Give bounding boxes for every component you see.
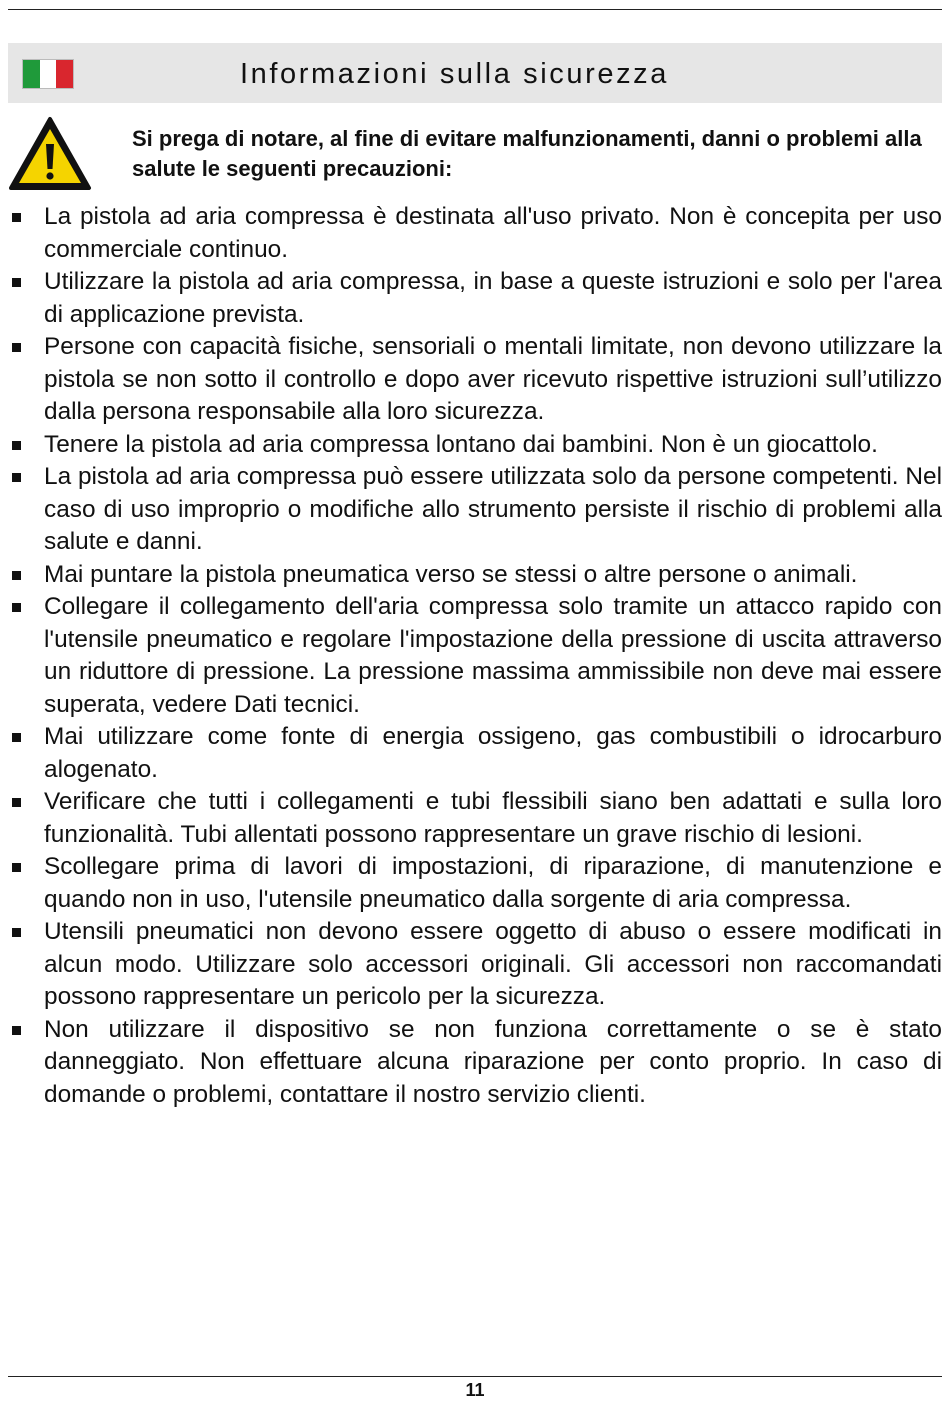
- square-bullet-icon: [12, 278, 21, 287]
- precaution-text: Mai puntare la pistola pneumatica verso se stessi o altre persone o animali.: [44, 560, 858, 588]
- precaution-item: [0, 591, 942, 721]
- precaution-item: [0, 201, 942, 266]
- precaution-item: [0, 461, 942, 559]
- precaution-text: Tenere la pistola ad aria compressa lontano dai bambini. Non è un giocattolo.: [44, 430, 878, 458]
- square-bullet-icon: [12, 571, 21, 580]
- square-bullet-icon: [12, 441, 21, 450]
- precaution-text: La pistola ad aria compressa è destinata all'uso privato. Non è concepita per uso commerciale continuo.: [44, 203, 942, 263]
- italian-flag-icon: [22, 59, 74, 89]
- precaution-item: [0, 916, 942, 1014]
- square-bullet-icon: [12, 863, 21, 872]
- precaution-item: [0, 1014, 942, 1112]
- precaution-item: [0, 559, 942, 592]
- square-bullet-icon: [12, 473, 21, 482]
- bottom-rule: [8, 1376, 942, 1377]
- square-bullet-icon: [12, 798, 21, 807]
- precaution-text: Scollegare prima di lavori di impostazioni, di riparazione, di manutenzione e quando non in uso, l'utensile pneumatico dalla sorgente di aria compressa.: [44, 853, 942, 913]
- precaution-text: Verificare che tutti i collegamenti e tubi flessibili siano ben adattati e sulla loro funzionalità. Tubi allentati possono rappresentare un grave rischio di lesioni.: [44, 788, 942, 848]
- precaution-text: Utilizzare la pistola ad aria compressa, in base a queste istruzioni e solo per l'area di applicazione prevista.: [44, 268, 942, 328]
- page-number: 11: [465, 1380, 485, 1400]
- square-bullet-icon: [12, 1026, 21, 1035]
- precaution-text: Non utilizzare il dispositivo se non funziona correttamente o se è stato danneggiato. Non effettuare alcuna riparazione per conto proprio. In caso di domande o problemi, contattare il nostro servizio clienti.: [44, 1015, 942, 1108]
- square-bullet-icon: [12, 343, 21, 352]
- top-rule: [8, 9, 942, 10]
- warning-statement: Si prega di notare, al fine di evitare malfunzionamenti, danni o problemi alla salute le seguenti precauzioni:: [132, 126, 922, 181]
- square-bullet-icon: [12, 213, 21, 222]
- precaution-item: [0, 429, 942, 462]
- warning-triangle-icon: [8, 116, 92, 192]
- section-title: Informazioni sulla sicurezza: [240, 58, 669, 90]
- precaution-text: Mai utilizzare come fonte di energia ossigeno, gas combustibili o idrocarburo alogenato.: [44, 723, 942, 783]
- precaution-item: [0, 786, 942, 851]
- precaution-item: [0, 331, 942, 429]
- precaution-text: La pistola ad aria compressa può essere utilizzata solo da persone competenti. Nel caso di uso improprio o modifiche allo strumento persiste il rischio di problemi alla salute e danni.: [44, 463, 942, 555]
- precaution-item: [0, 266, 942, 331]
- precaution-text: Collegare il collegamento dell'aria compressa solo tramite un attacco rapido con l'utensile pneumatico e regolare l'impostazione della pressione di uscita attraverso un riduttore di pressione. La pressione massima ammissibile non deve mai essere superata, vedere Dati tecnici.: [44, 593, 942, 718]
- precaution-item: [0, 851, 942, 916]
- precaution-text: Utensili pneumatici non devono essere oggetto di abuso o essere modificati in alcun modo. Utilizzare solo accessori originali. Gli accessori non raccomandati possono rappresentare un pericolo per la sicurezza.: [44, 918, 942, 1010]
- square-bullet-icon: [12, 733, 21, 742]
- section-header: [8, 43, 942, 103]
- square-bullet-icon: [12, 603, 21, 612]
- precaution-item: [0, 721, 942, 786]
- precaution-text: Persone con capacità fisiche, sensoriali o mentali limitate, non devono utilizzare la pistola se non sotto il controllo e dopo aver ricevuto rispettive istruzioni sull’utilizzo dalla persona responsabile alla loro sicurezza.: [44, 333, 942, 425]
- precautions-list: [0, 201, 942, 1111]
- square-bullet-icon: [12, 928, 21, 937]
